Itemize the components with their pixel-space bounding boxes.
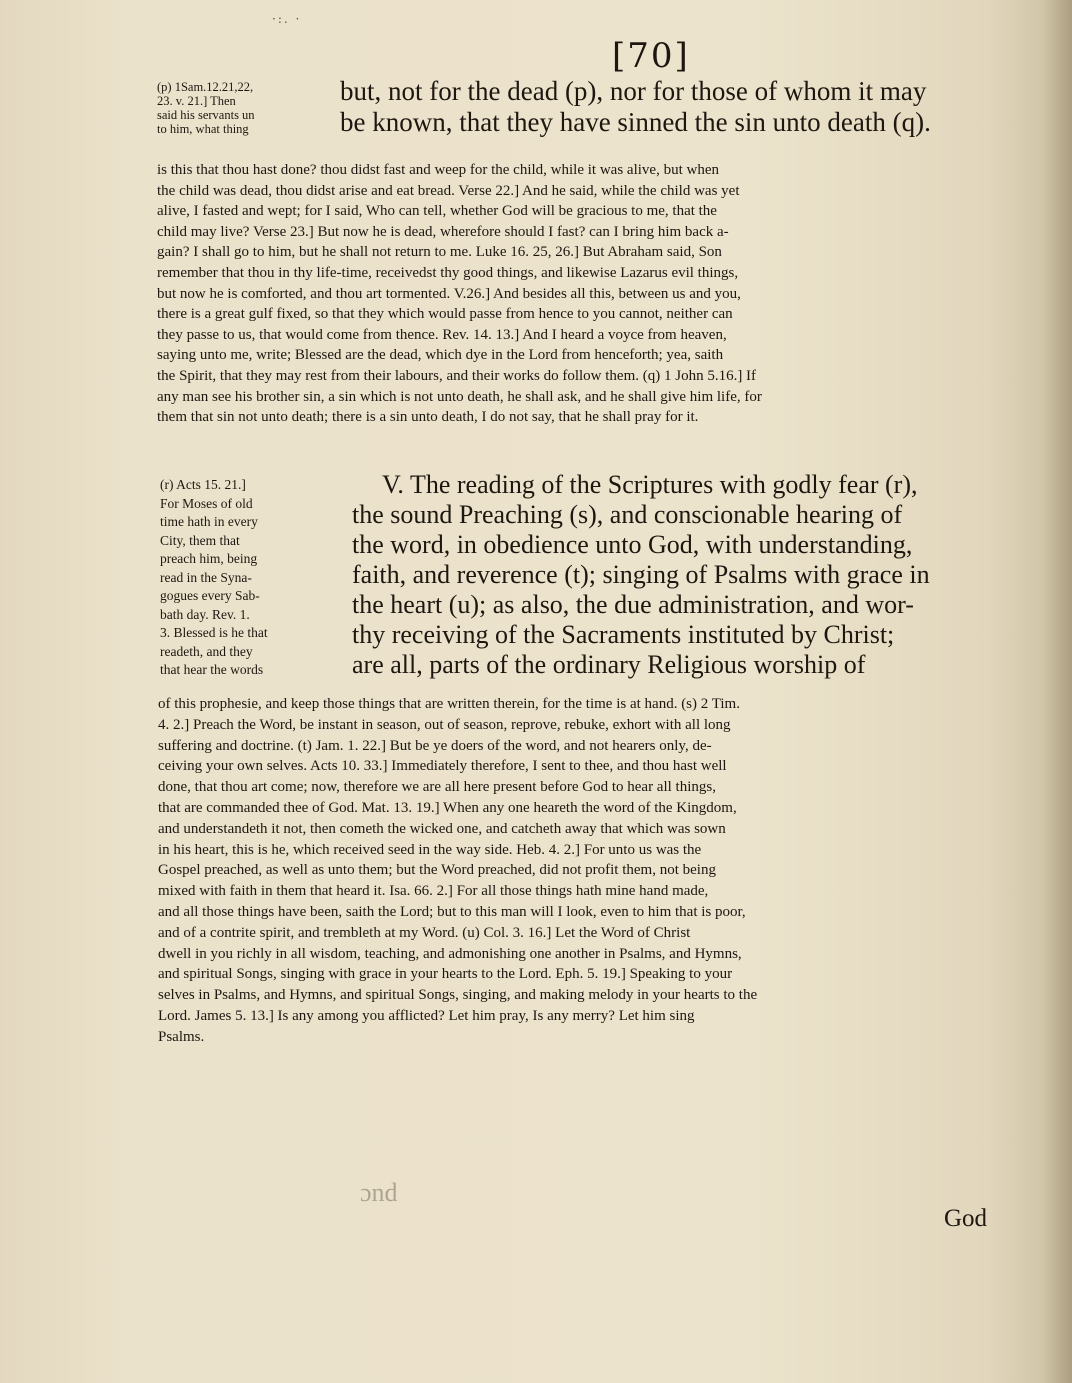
page-number: [70] xyxy=(612,36,690,76)
main-text-line: V. The reading of the Scriptures with godly fear (r), xyxy=(382,470,918,499)
footnote-line: in his heart, this is he, which received seed in the way side. Heb. 4. 2.] For unto us was the xyxy=(158,841,702,858)
catchword: God xyxy=(944,1205,988,1232)
footnote-line: the child was dead, thou didst arise and eat bread. Verse 22.] And he said, while the child was yet xyxy=(157,182,740,199)
footnote-line: Lord. James 5. 13.] Is any among you afflicted? Let him pray, Is any merry? Let him sing xyxy=(158,1007,695,1024)
footnote-line: remember that thou in thy life-time, receivedst thy good things, and likewise Lazarus evil things, xyxy=(157,264,739,281)
footnote-line: ceiving your own selves. Acts 10. 33.] Immediately therefore, I sent to thee, and thou hast well xyxy=(158,758,727,775)
footnote-line: and of a contrite spirit, and trembleth at my Word. (u) Col. 3. 16.] Let the Word of Christ xyxy=(158,924,691,941)
margin-note: preach him, being xyxy=(160,551,258,566)
show-through-text: ɔnd xyxy=(360,1178,398,1207)
main-text-line: be known, that they have sinned the sin unto death (q). xyxy=(340,107,931,137)
footnote-line: and spiritual Songs, singing with grace in your hearts to the Lord. Eph. 5. 19.] Speaking to your xyxy=(158,966,733,983)
footnote-line: that are commanded thee of God. Mat. 13. 19.] When any one heareth the word of the Kingdom, xyxy=(158,799,737,816)
main-text-line: but, not for the dead (p), nor for those of whom it may xyxy=(340,76,927,106)
margin-note: to him, what thing xyxy=(157,122,249,136)
main-text-line: the sound Preaching (s), and conscionable hearing of xyxy=(352,500,903,529)
footnote-line: any man see his brother sin, a sin which is not unto death, he shall ask, and he shall give him life, for xyxy=(157,388,762,405)
footnote-line: them that sin not unto death; there is a sin unto death, I do not say, that he shall pray for it. xyxy=(157,409,699,426)
margin-note: gogues every Sab- xyxy=(160,588,260,603)
margin-note: time hath in every xyxy=(160,514,258,529)
main-text-line: the heart (u); as also, the due administration, and wor- xyxy=(352,590,914,619)
margin-notes-2 xyxy=(160,476,345,680)
footnote-line: of this prophesie, and keep those things that are written therein, for the time is at hand. (s) 2 Tim. xyxy=(158,696,740,712)
main-text-line: faith, and reverence (t); singing of Psalms with grace in xyxy=(352,560,930,589)
main-text-line: are all, parts of the ordinary Religious worship of xyxy=(352,650,866,679)
footnote-line: Psalms. xyxy=(158,1028,205,1045)
footnote-line: saying unto me, write; Blessed are the dead, which dye in the Lord from henceforth; yea, saith xyxy=(157,347,724,364)
margin-note: 3. Blessed is he that xyxy=(160,625,268,640)
footnote-line: gain? I shall go to him, but he shall not return to me. Luke 16. 25, 26.] But Abraham said, Son xyxy=(157,244,722,261)
margin-note: For Moses of old xyxy=(160,495,253,511)
margin-note: 23. v. 21.] Then xyxy=(157,94,236,108)
main-text-line: the word, in obedience unto God, with understanding, xyxy=(352,530,913,559)
footnote-line: suffering and doctrine. (t) Jam. 1. 22.] But be ye doers of the word, and not hearers only, de- xyxy=(158,737,712,754)
margin-note: bath day. Rev. 1. xyxy=(160,606,250,622)
footnote-line: but now he is comforted, and thou art tormented. V.26.] And besides all this, between us and you, xyxy=(157,285,741,302)
footnotes-1 xyxy=(157,160,1023,428)
book-gutter-shadow xyxy=(1042,0,1072,1383)
margin-notes-1 xyxy=(157,80,337,136)
margin-note: (p) 1Sam.12.21,22, xyxy=(157,80,254,94)
margin-note: (r) Acts 15. 21.] xyxy=(160,477,246,492)
footnote-line: 4. 2.] Preach the Word, be instant in season, out of season, reprove, rebuke, exhort with all long xyxy=(158,716,731,733)
footnote-line: the Spirit, that they may rest from their labours, and their works do follow them. (q) 1 John 5.16.] If xyxy=(157,367,757,384)
main-text-line: thy receiving of the Sacraments instituted by Christ; xyxy=(352,620,895,649)
margin-note: that hear the words xyxy=(160,662,264,677)
footnote-line: and understandeth it not, then cometh the wicked one, and catcheth away that which was sown xyxy=(158,820,726,837)
footnote-line: and all those things have been, saith the Lord; but to this man will I look, even to him that is poor, xyxy=(158,903,746,920)
margin-note: City, them that xyxy=(160,532,240,548)
footnote-line: alive, I fasted and wept; for I said, Who can tell, whether God will be gracious to me, that the xyxy=(157,203,717,220)
margin-note: said his servants un xyxy=(157,108,255,122)
footnote-line: child may live? Verse 23.] But now he is dead, wherefore should I fast? can I bring him back a- xyxy=(157,223,729,240)
margin-note: read in the Syna- xyxy=(160,569,252,585)
footnote-line: done, that thou art come; now, therefore we are all here present before God to hear all things, xyxy=(158,779,716,796)
footnote-line: Gospel preached, as well as unto them; but the Word preached, did not profit them, not being xyxy=(158,862,716,879)
footnotes-2 xyxy=(158,694,1024,1048)
footnote-line: there is a great gulf fixed, so that they which would passe from hence to you cannot, neither can xyxy=(157,306,733,323)
footnote-line: is this that thou hast done? thou didst fast and weep for the child, while it was alive, but when xyxy=(157,162,719,178)
margin-note: readeth, and they xyxy=(160,643,253,659)
ink-specks: ·:. · xyxy=(272,12,302,26)
main-text-2 xyxy=(352,470,1020,680)
footnote-line: mixed with faith in them that heard it. Isa. 66. 2.] For all those things hath mine hand made, xyxy=(158,883,709,900)
footnote-line: selves in Psalms, and Hymns, and spiritual Songs, singing, and making melody in your hearts to the xyxy=(158,987,758,1004)
main-text-1 xyxy=(340,76,1020,138)
footnote-line: they passe to us, that would come from thence. Rev. 14. 13.] And I heard a voyce from heaven, xyxy=(157,326,727,343)
footnote-line: dwell in you richly in all wisdom, teaching, and admonishing one another in Psalms, and Hymns, xyxy=(158,945,742,962)
